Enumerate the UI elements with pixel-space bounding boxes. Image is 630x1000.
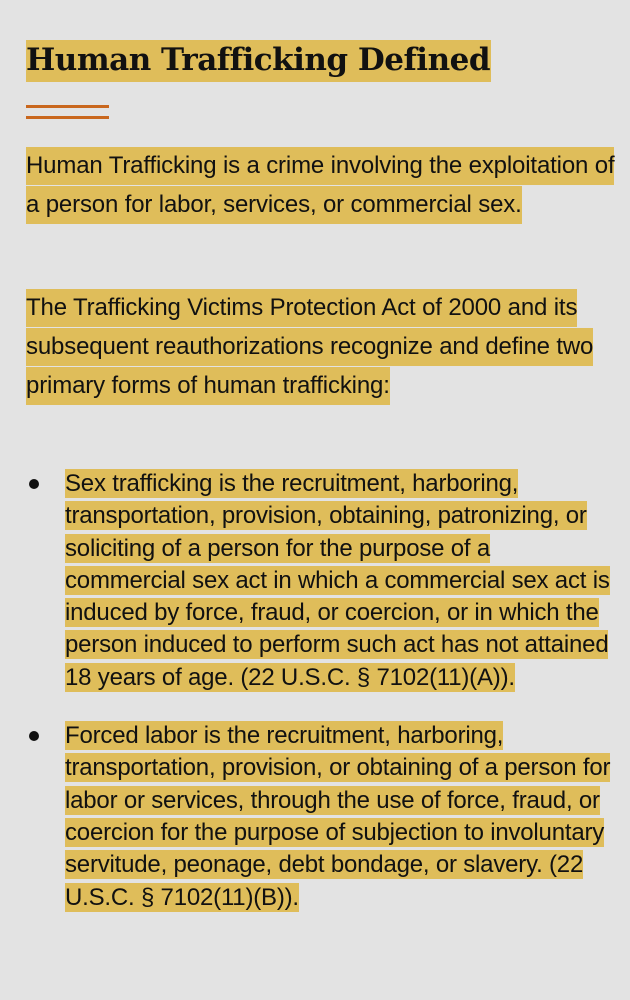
title-underline-top: [26, 105, 109, 108]
list-item: [26, 720, 616, 914]
bullet-icon: [29, 731, 39, 741]
page-title: [26, 36, 491, 84]
page-title-text: Human Trafficking Defined: [26, 40, 491, 82]
act-paragraph-text: The Trafficking Victims Protection Act of 2000 and its subsequent reauthorizations recognize and define two primary forms of human trafficking:: [26, 289, 593, 405]
bullet-icon: [29, 479, 39, 489]
list-item: [26, 468, 616, 694]
intro-paragraph-text: Human Trafficking is a crime involving the exploitation of a person for labor, services, or commercial sex.: [26, 147, 614, 224]
act-paragraph: [26, 288, 616, 405]
definitions-list: [26, 468, 616, 940]
intro-paragraph: [26, 146, 616, 224]
sex-trafficking-definition: Sex trafficking is the recruitment, harboring, transportation, provision, obtaining, patronizing, or soliciting of a person for the purpose of a commercial sex act in which a commercial sex act is induced by force, fraud, or coercion, or in which the person induced to perform such act has not attained 18 years of age. (22 U.S.C. § 7102(11)(A)).: [65, 470, 610, 691]
title-underline-bottom: [26, 116, 109, 119]
forced-labor-definition: Forced labor is the recruitment, harboring, transportation, provision, or obtaining of a person for labor or services, through the use of force, fraud, or coercion for the purpose of subjection to involuntary servitude, peonage, debt bondage, or slavery. (22 U.S.C. § 7102(11)(B)).: [65, 722, 611, 911]
